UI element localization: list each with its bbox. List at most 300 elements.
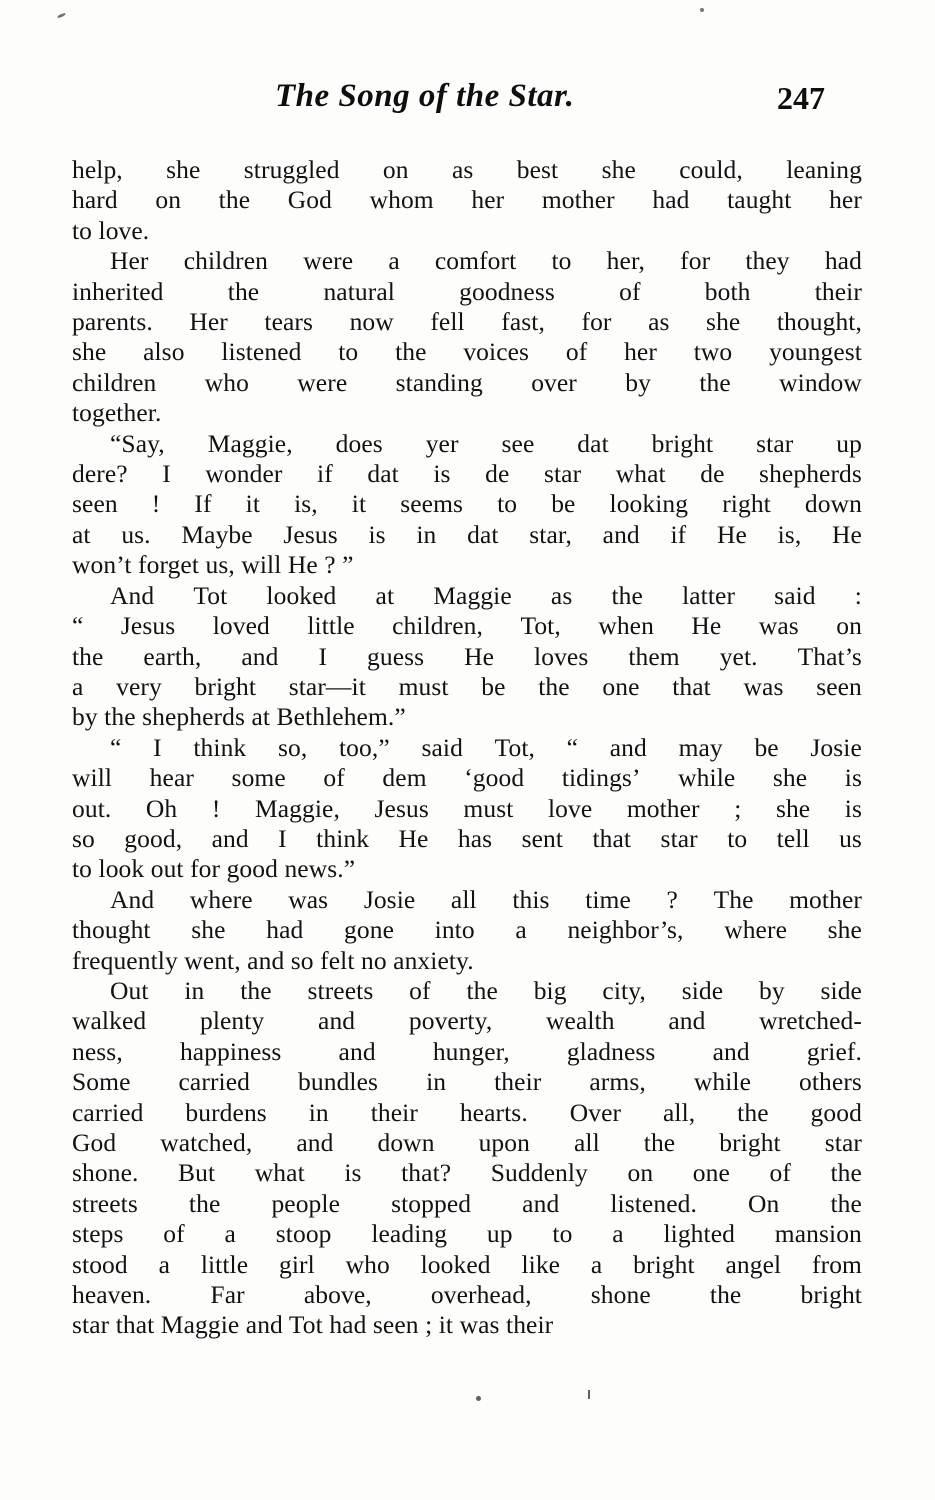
word: two xyxy=(693,337,733,367)
word: now xyxy=(349,307,394,337)
word: hear xyxy=(149,763,194,793)
word: dat xyxy=(367,459,399,489)
word: over xyxy=(531,367,577,397)
word: But xyxy=(178,1158,216,1188)
word: their xyxy=(494,1067,542,1097)
word: He xyxy=(398,823,429,853)
word: streets xyxy=(307,975,374,1005)
word: angel xyxy=(725,1249,782,1279)
word: the xyxy=(395,337,427,367)
word: at xyxy=(375,580,395,610)
word: star xyxy=(756,428,794,458)
word: is xyxy=(433,459,451,489)
text-line xyxy=(72,794,862,824)
word: natural xyxy=(323,276,395,306)
word: earth, xyxy=(143,641,202,671)
word: listened xyxy=(221,337,302,367)
word: tears xyxy=(264,307,314,337)
word: and xyxy=(522,1188,560,1218)
word: was xyxy=(743,671,784,701)
word: seen xyxy=(816,671,862,701)
word: Oh xyxy=(145,793,178,823)
word: Maybe xyxy=(181,519,253,549)
word: the xyxy=(188,1188,221,1218)
word: of xyxy=(619,276,641,306)
text-line xyxy=(72,1158,862,1188)
word: : xyxy=(854,580,862,610)
word: and xyxy=(338,1036,376,1066)
word: “Say, xyxy=(110,428,165,458)
word: carried xyxy=(72,1097,144,1127)
word: Jesus xyxy=(374,793,429,823)
word: Over xyxy=(569,1097,622,1127)
text-line xyxy=(72,1250,862,1280)
word: Josie xyxy=(363,884,416,914)
word: she xyxy=(706,307,741,337)
text-line xyxy=(72,1037,862,1067)
word: gone xyxy=(344,915,394,945)
text-line: by the shepherds at Bethlehem.” xyxy=(72,702,406,732)
page-header xyxy=(70,78,860,130)
paragraph xyxy=(72,976,862,1341)
word: leaning xyxy=(786,155,862,184)
text-line xyxy=(72,611,862,641)
word: Maggie, xyxy=(254,793,340,823)
word: that xyxy=(592,823,632,853)
word: comfort xyxy=(434,246,517,276)
word: streets xyxy=(72,1188,138,1218)
word: “ xyxy=(566,732,579,762)
word: too,” xyxy=(338,732,390,762)
word: I xyxy=(153,732,162,762)
word: where xyxy=(724,915,787,945)
word: ness, xyxy=(72,1036,123,1066)
word: for xyxy=(581,307,612,337)
word: a xyxy=(612,1219,624,1249)
word: best xyxy=(516,155,559,184)
word: poverty, xyxy=(408,1006,493,1036)
word: star—it xyxy=(288,671,366,701)
word: thought, xyxy=(776,307,862,337)
word: on xyxy=(155,185,182,215)
word: city, xyxy=(602,975,646,1005)
word: while xyxy=(693,1067,751,1097)
word: be xyxy=(481,671,506,701)
page-body xyxy=(72,155,862,1341)
word: latter xyxy=(682,580,736,610)
word: Tot xyxy=(193,580,228,610)
word: it xyxy=(245,489,261,519)
text-line xyxy=(72,824,862,854)
word: on xyxy=(836,611,862,641)
word: she xyxy=(601,155,636,184)
word: lighted xyxy=(663,1219,735,1249)
text-line xyxy=(72,155,862,185)
word: “ xyxy=(110,732,122,762)
text-line xyxy=(72,489,862,519)
word: voices xyxy=(463,337,530,367)
word: will xyxy=(72,763,113,793)
scan-speck xyxy=(588,1390,590,1399)
word: and xyxy=(211,823,249,853)
word: de xyxy=(485,459,510,489)
word: must xyxy=(463,793,514,823)
text-line: to look out for good news.” xyxy=(72,854,356,884)
word: arms, xyxy=(589,1067,646,1097)
word: said xyxy=(421,732,463,762)
word: dem xyxy=(382,763,427,793)
word: said xyxy=(774,580,816,610)
word: she xyxy=(772,763,808,793)
word: Jesus xyxy=(283,519,338,549)
word: the xyxy=(643,1128,676,1157)
word: plenty xyxy=(199,1006,265,1036)
word: looking xyxy=(609,489,689,519)
word: star xyxy=(543,459,582,489)
word: standing xyxy=(395,367,483,397)
word: good xyxy=(810,1097,862,1127)
word: if xyxy=(670,519,687,549)
word: by xyxy=(625,367,651,397)
word: it xyxy=(351,489,367,519)
word: think xyxy=(193,732,247,762)
word: On xyxy=(748,1188,780,1218)
word: be xyxy=(551,489,576,519)
word: and xyxy=(241,641,279,671)
word: shepherds xyxy=(759,459,862,489)
word: was xyxy=(288,884,329,914)
word: has xyxy=(457,823,493,853)
running-title: The Song of the Star. xyxy=(275,78,575,114)
word: grief. xyxy=(806,1036,862,1066)
paragraph xyxy=(72,733,862,885)
word: little xyxy=(200,1249,249,1279)
word: all xyxy=(573,1128,600,1157)
word: star xyxy=(824,1128,862,1157)
word: ? xyxy=(666,884,678,914)
word: of xyxy=(323,763,345,793)
word: wretched- xyxy=(759,1006,862,1036)
word: the xyxy=(218,185,251,215)
word: dere? xyxy=(72,459,128,489)
text-line xyxy=(72,1189,862,1219)
word: were xyxy=(303,246,354,276)
text-line xyxy=(72,337,862,367)
word: above, xyxy=(303,1280,372,1310)
word: she xyxy=(166,155,201,184)
word: the xyxy=(737,1097,769,1127)
word: a xyxy=(72,671,84,701)
word: by xyxy=(758,975,785,1005)
word: If xyxy=(194,489,212,519)
word: Maggie, xyxy=(207,428,293,458)
word: and xyxy=(712,1036,750,1066)
word: and xyxy=(318,1006,356,1036)
word: were xyxy=(297,367,348,397)
word: mother xyxy=(541,185,615,215)
word: to xyxy=(551,246,572,276)
word: bundles xyxy=(298,1067,379,1097)
word: children xyxy=(72,367,157,397)
word: so, xyxy=(277,732,308,762)
word: hard xyxy=(72,185,118,215)
word: out. xyxy=(72,793,112,823)
word: Out xyxy=(110,975,149,1005)
word: both xyxy=(704,276,751,306)
word: bright xyxy=(633,1249,695,1279)
text-line xyxy=(72,185,862,215)
word: little xyxy=(307,611,355,641)
word: yer xyxy=(425,428,459,458)
word: He xyxy=(716,519,747,549)
text-line xyxy=(72,1098,862,1128)
word: to xyxy=(552,1219,573,1249)
text-line: star that Maggie and Tot had seen ; it was their xyxy=(72,1310,554,1340)
word: also xyxy=(143,337,185,367)
word: does xyxy=(335,428,383,458)
word: while xyxy=(678,763,736,793)
word: a xyxy=(388,246,400,276)
word: goodness xyxy=(459,276,555,306)
word: steps xyxy=(72,1219,124,1249)
scan-speck xyxy=(700,8,704,12)
word: carried xyxy=(178,1067,250,1097)
word: in xyxy=(426,1067,447,1097)
word: the xyxy=(699,367,731,397)
text-line xyxy=(72,885,862,915)
word: one xyxy=(692,1158,730,1188)
paragraph xyxy=(72,885,862,976)
word: at xyxy=(72,519,91,549)
word: tidings’ xyxy=(561,763,641,793)
word: and xyxy=(602,519,640,549)
word: ! xyxy=(211,793,221,823)
word: good, xyxy=(124,823,183,853)
word: down xyxy=(804,489,862,519)
word: them xyxy=(628,641,680,671)
word: is, xyxy=(294,489,318,519)
word: youngest xyxy=(769,337,862,367)
word: a xyxy=(515,915,527,945)
word: happiness xyxy=(179,1036,282,1066)
word: wealth xyxy=(546,1006,615,1036)
text-line xyxy=(72,459,862,489)
word: to xyxy=(497,489,518,519)
word: is xyxy=(844,763,862,793)
word: in xyxy=(184,975,205,1005)
word: heaven. xyxy=(72,1280,152,1310)
word: see xyxy=(501,428,535,458)
text-line xyxy=(72,520,862,550)
word: is, xyxy=(777,519,802,549)
word: He xyxy=(691,611,722,641)
word: That’s xyxy=(797,641,862,671)
word: taught xyxy=(727,185,792,215)
word: big xyxy=(533,975,567,1005)
word: think xyxy=(316,823,370,853)
word: is xyxy=(368,519,386,549)
word: listened. xyxy=(610,1188,697,1218)
word: their xyxy=(370,1097,418,1127)
word: children, xyxy=(392,611,483,641)
word: dat xyxy=(467,519,499,549)
word: Jesus xyxy=(120,611,176,641)
word: the xyxy=(227,276,260,306)
text-line xyxy=(72,642,862,672)
word: she xyxy=(191,915,226,945)
word: this xyxy=(512,884,550,914)
word: she xyxy=(72,337,107,367)
word: of xyxy=(409,975,431,1005)
word: a xyxy=(158,1249,170,1279)
word: her, xyxy=(606,246,645,276)
word: “ xyxy=(72,611,84,641)
word: on xyxy=(382,155,409,184)
word: I xyxy=(162,459,171,489)
word: the xyxy=(466,975,498,1005)
word: is xyxy=(844,793,862,823)
word: fast, xyxy=(501,307,545,337)
word: her xyxy=(829,185,862,215)
word: if xyxy=(317,459,333,489)
word: star xyxy=(660,823,698,853)
word: very xyxy=(116,671,162,701)
word: And xyxy=(110,580,155,610)
word: hunger, xyxy=(432,1036,510,1066)
word: God xyxy=(287,185,332,215)
word: and xyxy=(668,1006,706,1036)
word: a xyxy=(224,1219,236,1249)
word: leading xyxy=(371,1219,448,1249)
word: side xyxy=(681,975,724,1005)
word: had xyxy=(824,246,862,276)
word: Her xyxy=(189,307,228,337)
word: as xyxy=(451,155,474,184)
page-number: 247 xyxy=(777,80,825,116)
word: guess xyxy=(367,641,425,671)
word: God xyxy=(72,1128,117,1157)
word: what xyxy=(254,1158,305,1188)
word: as xyxy=(550,580,573,610)
word: others xyxy=(799,1067,862,1097)
word: Some xyxy=(72,1067,131,1097)
word: they xyxy=(745,246,790,276)
word: watched, xyxy=(160,1128,253,1157)
word: mother xyxy=(789,884,862,914)
word: side xyxy=(820,975,862,1005)
word: in xyxy=(308,1097,329,1127)
word: Tot, xyxy=(520,611,561,641)
word: the xyxy=(830,1158,862,1188)
text-line xyxy=(72,581,862,611)
word: us xyxy=(839,823,862,853)
text-line xyxy=(72,1219,862,1249)
word: He xyxy=(464,641,495,671)
word: help, xyxy=(72,155,123,184)
word: gladness xyxy=(566,1036,656,1066)
word: And xyxy=(110,884,155,914)
text-line xyxy=(72,672,862,702)
word: mother xyxy=(626,793,700,823)
word: may xyxy=(678,732,723,762)
text-line xyxy=(72,763,862,793)
word: the xyxy=(240,975,272,1005)
text-line xyxy=(72,368,862,398)
word: struggled xyxy=(243,155,340,184)
word: children xyxy=(183,246,269,276)
word: loved xyxy=(212,611,270,641)
word: bright xyxy=(800,1280,862,1310)
word: neighbor’s, xyxy=(567,915,684,945)
word: love xyxy=(547,793,593,823)
word: the xyxy=(830,1188,862,1218)
word: that? xyxy=(401,1158,452,1188)
word: Far xyxy=(210,1280,245,1310)
word: so xyxy=(72,823,95,853)
word: all, xyxy=(663,1097,696,1127)
word: of xyxy=(769,1158,791,1188)
word: girl xyxy=(278,1249,315,1279)
text-line: to love. xyxy=(72,215,150,245)
word: walked xyxy=(72,1006,147,1036)
word: when xyxy=(598,611,654,641)
word: her xyxy=(624,337,657,367)
word: was xyxy=(758,611,799,641)
word: thought xyxy=(72,915,151,945)
word: she xyxy=(775,793,811,823)
text-line xyxy=(72,733,862,763)
word: Maggie xyxy=(433,580,512,610)
word: looked xyxy=(266,580,337,610)
paragraph xyxy=(72,429,862,581)
word: what xyxy=(615,459,666,489)
word: in xyxy=(416,519,437,549)
text-line xyxy=(72,1280,862,1310)
word: of xyxy=(163,1219,185,1249)
word: upon xyxy=(478,1128,530,1157)
paragraph xyxy=(72,246,862,428)
word: Her xyxy=(110,246,149,276)
word: stopped xyxy=(391,1188,472,1218)
text-line xyxy=(72,307,862,337)
word: stoop xyxy=(275,1219,332,1249)
text-line xyxy=(72,246,862,276)
word: The xyxy=(713,884,754,914)
word: their xyxy=(814,276,862,306)
word: seems xyxy=(400,489,464,519)
paragraph xyxy=(72,581,862,733)
word: the xyxy=(709,1280,742,1310)
word: into xyxy=(434,915,475,945)
word: bright xyxy=(651,428,714,458)
word: down xyxy=(377,1128,435,1157)
text-line: frequently went, and so felt no anxiety. xyxy=(72,945,474,975)
text-line xyxy=(72,915,862,945)
word: up xyxy=(486,1219,513,1249)
word: the xyxy=(72,641,104,671)
word: right xyxy=(722,489,771,519)
word: had xyxy=(266,915,304,945)
word: inherited xyxy=(72,276,164,306)
word: bright xyxy=(194,671,257,701)
word: loves xyxy=(534,641,589,671)
scan-speck xyxy=(476,1396,481,1401)
word: and xyxy=(296,1128,334,1157)
text-line: won’t forget us, will He ? ” xyxy=(72,550,354,580)
word: ! xyxy=(151,489,161,519)
word: parents. xyxy=(72,307,153,337)
text-line xyxy=(72,976,862,1006)
